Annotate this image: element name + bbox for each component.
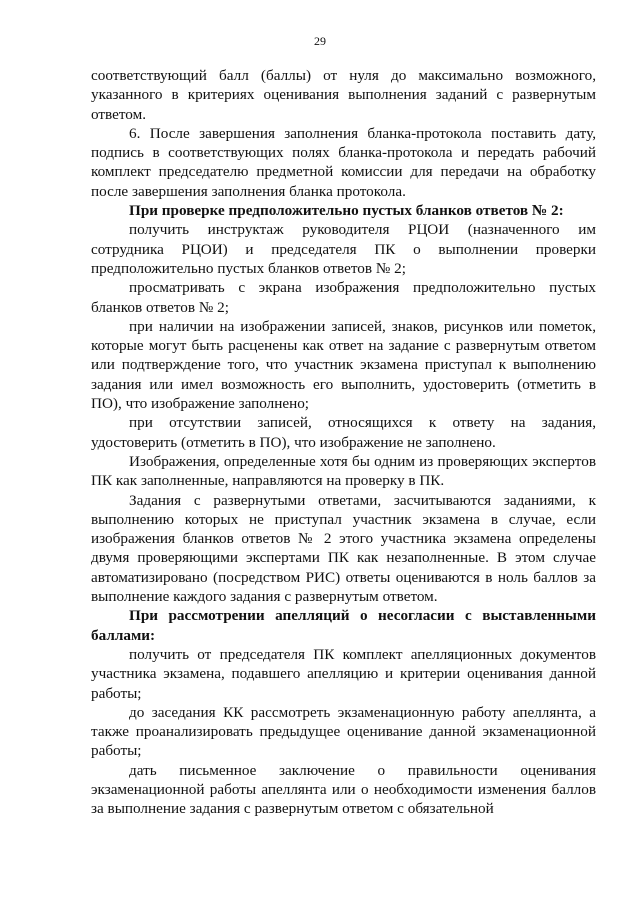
paragraph-6: при отсутствии записей, относящихся к ответу на задания, удостоверить (отметить в ПО), что изображение не заполнено. — [91, 414, 596, 451]
paragraph-7: Изображения, определенные хотя бы одним из проверяющих экспертов ПК как заполненные, направляются на проверку в ПК. — [91, 452, 596, 490]
paragraph-1: соответствующий балл (баллы) от нуля до максимально возможного, указанного в критериях оценивания выполнения заданий с развернутым ответом. — [91, 67, 596, 123]
paragraph-3: получить инструктаж руководителя РЦОИ (назначенного им сотрудника РЦОИ) и председателя ПК о выполнении проверки предположительно пустых бланков ответов № 2; — [91, 221, 596, 277]
paragraph-8: Задания с развернутыми ответами, засчитываются заданиями, к выполнению которых не приступал участник экзамена в случае, если изображения бланков ответов № 2 этого участника экзамена определены двумя проверяющими экспертами ПК как незаполненные. В этом случае автоматизировано (посредством РИС) ответы оцениваются в ноль баллов за выполнение каждого задания с развернутым ответом. — [91, 491, 596, 606]
section-heading-empty-forms: При проверке предположительно пустых бланков ответов № 2: — [129, 202, 564, 220]
section-heading-appeals: При рассмотрении апелляций о несогласии с выставленными баллами: — [91, 607, 596, 644]
page-number: 29 — [314, 34, 326, 48]
paragraph-5: при наличии на изображении записей, знаков, рисунков или пометок, которые могут быть расценены как ответ на задание с развернутым ответом или подтверждение того, что участник экзамена приступал к выполнению задания или имел возможность его выполнить, удостоверить (отметить в ПО), что изображение заполнено; — [91, 317, 596, 413]
paragraph-2: 6. После завершения заполнения бланка-протокола поставить дату, подпись в соответствующих полях бланка-протокола и передать рабочий комплект председателю предметной комиссии для передачи на обработку после завершения заполнения бланка протокола. — [91, 124, 596, 200]
document-body — [91, 66, 596, 819]
paragraph-10: до заседания КК рассмотреть экзаменационную работу апеллянта, а также проанализировать предыдущее оценивание данной экзаменационной работы; — [91, 703, 596, 760]
paragraph-4: просматривать с экрана изображения предположительно пустых бланков ответов № 2; — [91, 279, 596, 316]
paragraph-9: получить от председателя ПК комплект апелляционных документов участника экзамена, подавшего апелляцию и критерии оценивания данной работы; — [91, 645, 596, 702]
paragraph-11: дать письменное заключение о правильности оценивания экзаменационной работы апеллянта или о необходимости изменения баллов за выполнение задания с развернутым ответом с обязательной — [91, 761, 596, 818]
